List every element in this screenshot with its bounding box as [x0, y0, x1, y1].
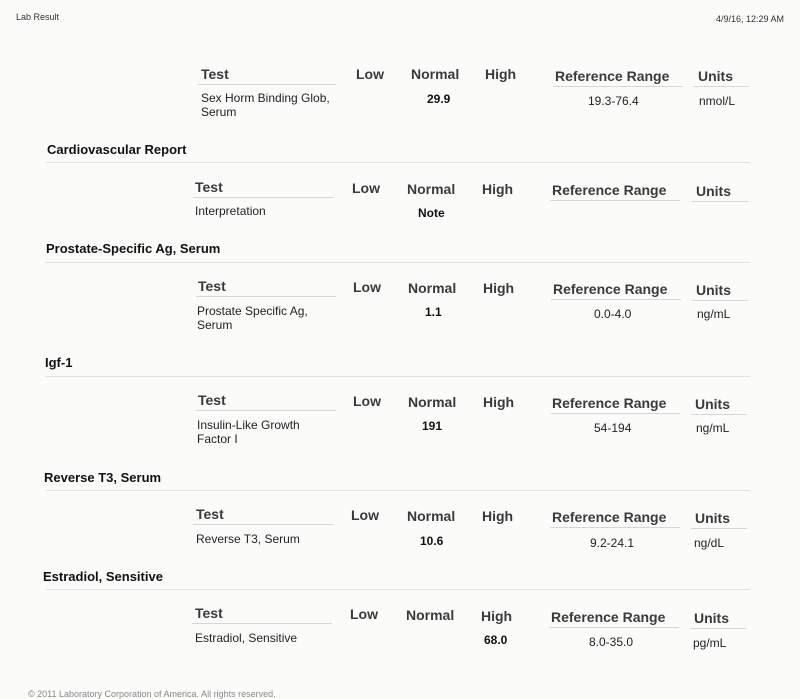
col-header-high: High	[481, 608, 513, 624]
col-header-test: Test	[201, 66, 229, 82]
col-header-units: Units	[695, 510, 730, 526]
high-value: 68.0	[484, 633, 508, 647]
test-name-cont: Serum	[197, 318, 233, 332]
test-name: Estradiol, Sensitive	[195, 631, 298, 645]
col-header-reference-range: Reference Range	[552, 182, 667, 198]
units-value: nmol/L	[699, 94, 736, 108]
units-value: ng/mL	[697, 307, 731, 321]
col-header-normal: Normal	[411, 66, 460, 82]
units-value: ng/dL	[694, 536, 725, 550]
col-header-normal: Normal	[407, 508, 456, 524]
normal-value: Note	[418, 206, 445, 220]
col-header-low: Low	[352, 180, 380, 196]
col-header-units: Units	[698, 68, 733, 84]
reference-range-value: 54-194	[594, 421, 632, 435]
col-header-normal: Normal	[408, 394, 457, 410]
col-header-high: High	[483, 280, 515, 296]
normal-value: 29.9	[427, 92, 451, 106]
col-header-normal: Normal	[406, 607, 455, 623]
report-header-datetime: 4/9/16, 12:29 AM	[715, 14, 784, 24]
col-header-low: Low	[351, 507, 379, 523]
col-header-reference-range: Reference Range	[553, 281, 668, 297]
copyright-footer: © 2011 Laboratory Corporation of America. All rights reserved.	[28, 689, 276, 699]
col-header-test: Test	[198, 278, 226, 294]
reference-range-value: 9.2-24.1	[590, 536, 635, 550]
reference-range-value: 8.0-35.0	[589, 635, 634, 649]
col-header-normal: Normal	[408, 280, 457, 296]
col-header-units: Units	[694, 610, 729, 626]
section-title: Prostate-Specific Ag, Serum	[46, 241, 221, 256]
col-header-test: Test	[196, 506, 224, 522]
col-header-normal: Normal	[407, 181, 456, 197]
test-name-cont: Serum	[201, 105, 237, 119]
section-title: Igf-1	[45, 355, 73, 370]
col-header-reference-range: Reference Range	[552, 509, 667, 525]
col-header-low: Low	[353, 393, 381, 409]
report-header-title: Lab Result	[16, 12, 60, 22]
col-header-reference-range: Reference Range	[555, 68, 670, 84]
col-header-test: Test	[195, 605, 223, 621]
units-value: pg/mL	[693, 636, 727, 650]
col-header-low: Low	[353, 279, 381, 295]
test-name: Prostate Specific Ag,	[197, 304, 308, 318]
col-header-low: Low	[350, 606, 378, 622]
section-title: Reverse T3, Serum	[44, 470, 162, 485]
col-header-reference-range: Reference Range	[552, 395, 667, 411]
test-name: Insulin-Like Growth	[197, 418, 300, 432]
reference-range-value: 19.3-76.4	[588, 94, 639, 108]
col-header-units: Units	[696, 183, 731, 199]
col-header-test: Test	[198, 392, 226, 408]
section-title: Estradiol, Sensitive	[43, 569, 163, 584]
normal-value: 1.1	[425, 305, 442, 319]
section-title: Cardiovascular Report	[47, 142, 187, 157]
test-name: Reverse T3, Serum	[196, 532, 300, 546]
test-name: Sex Horm Binding Glob,	[201, 91, 330, 105]
col-header-reference-range: Reference Range	[551, 609, 666, 625]
reference-range-value: 0.0-4.0	[594, 307, 632, 321]
col-header-units: Units	[696, 282, 731, 298]
col-header-low: Low	[356, 66, 384, 82]
normal-value: 191	[422, 419, 443, 433]
test-name: Interpretation	[195, 204, 266, 218]
normal-value: 10.6	[420, 534, 444, 548]
col-header-high: High	[483, 394, 515, 410]
col-header-high: High	[482, 181, 514, 197]
col-header-test: Test	[195, 179, 223, 195]
col-header-high: High	[485, 66, 517, 82]
test-name-cont: Factor I	[197, 432, 238, 446]
units-value: ng/mL	[696, 421, 730, 435]
col-header-units: Units	[695, 396, 730, 412]
col-header-high: High	[482, 508, 514, 524]
